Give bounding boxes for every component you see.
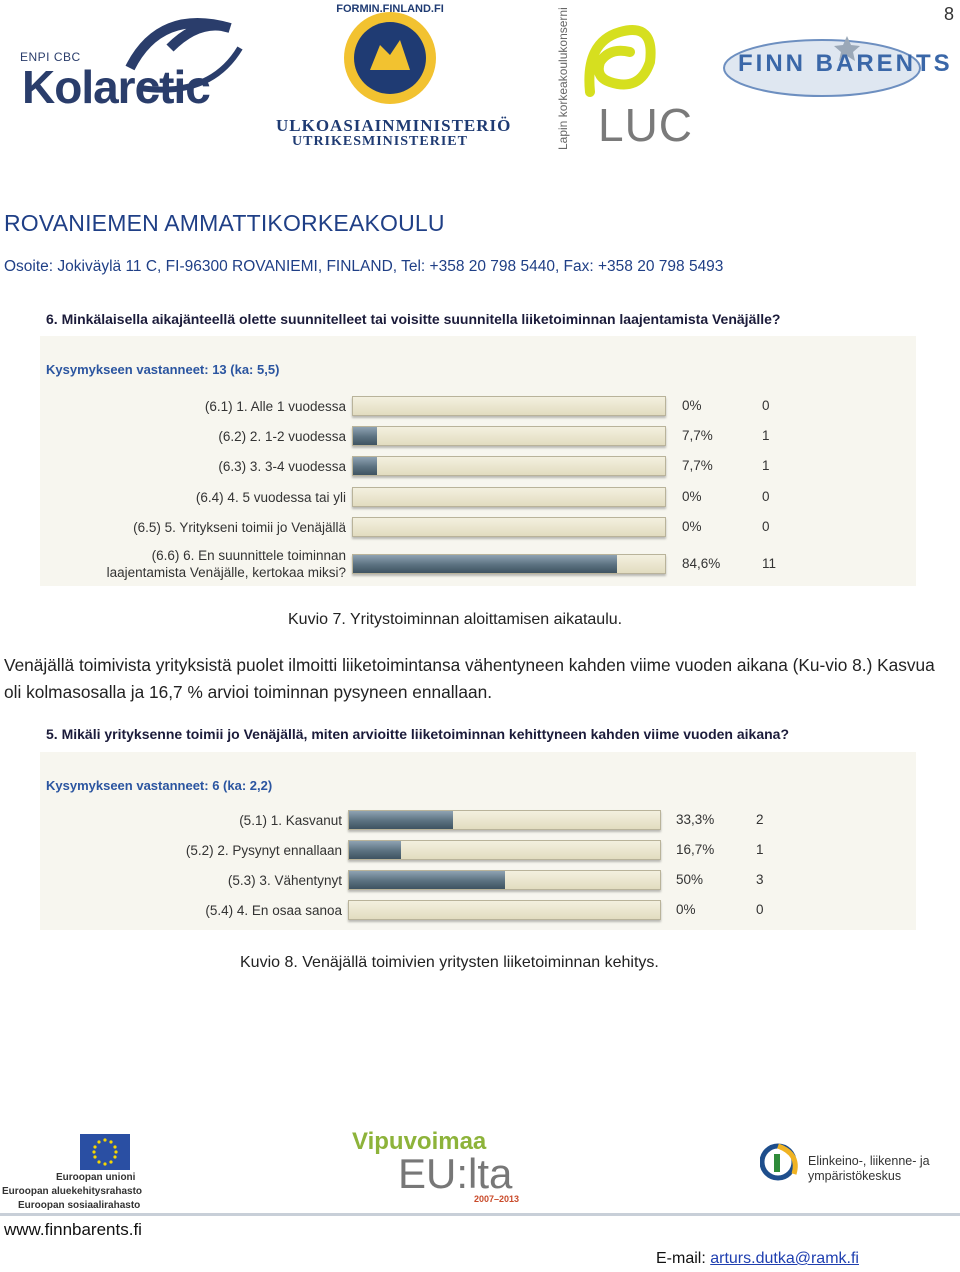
bar <box>353 555 617 573</box>
bar <box>353 427 377 445</box>
chart-title: 6. Minkälaisella aikajänteellä olette suunnitelleet tai voisitte suunnitella liiketoiminnan laajentamista Venäjälle? <box>46 311 781 327</box>
luc-vertical-text: Lapin korkeakoulukonserni <box>556 7 570 150</box>
count-label: 1 <box>762 428 770 443</box>
bar <box>349 841 401 859</box>
ely-line-2: ympäristökeskus <box>808 1169 902 1183</box>
count-label: 3 <box>756 872 764 887</box>
percent-label: 50% <box>676 872 704 887</box>
count-label: 1 <box>756 842 764 857</box>
figure-caption: Kuvio 8. Venäjällä toimivien yritysten liiketoiminnan kehitys. <box>240 954 659 971</box>
percent-label: 33,3% <box>676 812 715 827</box>
percent-label: 0% <box>676 902 696 917</box>
percent-label: 0% <box>682 519 702 534</box>
eu-line-2: Euroopan aluekehitysrahasto <box>2 1186 143 1197</box>
bar <box>353 457 377 475</box>
email-line <box>656 1250 859 1268</box>
category-label <box>218 458 346 475</box>
organization-title: ROVANIEMEN AMMATTIKORKEAKOULU <box>4 210 445 236</box>
chart-title: 5. Mikäli yrityksenne toimii jo Venäjällä, miten arvioitte liiketoiminnan kehittyneen kahden viime vuoden aikana? <box>46 726 790 742</box>
category-label-line: (6.1) 1. Alle 1 vuodessa <box>204 398 346 414</box>
category-label <box>218 428 346 445</box>
category-label <box>107 547 346 581</box>
ely-line-1: Elinkeino-, liikenne- ja <box>808 1154 930 1168</box>
bar-track <box>352 396 666 416</box>
bar-track <box>348 810 661 830</box>
eu-line-3: Euroopan sosiaalirahasto <box>18 1200 141 1211</box>
ministry-name-fi: ULKOASIAINMINISTERIÖ <box>276 116 512 135</box>
count-label: 0 <box>762 398 770 413</box>
formin-arc-text: FORMIN.FINLAND.FI <box>336 3 444 15</box>
organization-address: Osoite: Jokiväylä 11 C, FI-96300 ROVANIEMI, FINLAND, Tel: +358 20 798 5440, Fax: +358 20 798 5493 <box>4 258 724 275</box>
kolarctic-text: Kolarctic <box>22 61 210 113</box>
category-label <box>133 519 346 536</box>
vipuvoimaa-years: 2007–2013 <box>474 1194 520 1204</box>
vipuvoimaa-text: Vipuvoimaa <box>352 1128 487 1155</box>
bar-track <box>348 840 661 860</box>
percent-label: 0% <box>682 489 702 504</box>
category-label <box>205 398 346 415</box>
eu-flag-icon <box>80 1134 130 1170</box>
ely-emblem-icon <box>760 1140 802 1184</box>
page-number: 8 <box>943 4 954 24</box>
bar-track <box>352 517 666 537</box>
bar-track <box>352 426 666 446</box>
ministry-name-sv: UTRIKESMINISTERIET <box>292 134 468 149</box>
category-label-line: (5.4) 4. En osaa sanoa <box>205 902 342 918</box>
category-label-line: laajentamista Venäjälle, kertokaa miksi? <box>106 565 346 580</box>
bar-track <box>352 554 666 574</box>
category-label-line: (6.4) 4. 5 vuodessa tai yli <box>195 489 346 505</box>
category-label <box>186 842 342 859</box>
eu-stars-icon <box>80 1134 130 1170</box>
finnbarents-text: FINN BARENTS <box>738 50 953 77</box>
category-label <box>196 489 346 506</box>
percent-label: 84,6% <box>682 556 721 571</box>
percent-label: 16,7% <box>676 842 715 857</box>
luc-text: LUC <box>598 99 694 151</box>
finland-lion-crest-icon <box>330 0 450 110</box>
bar-track <box>348 870 661 890</box>
luc-leaf-icon <box>580 22 660 102</box>
website-link[interactable]: www.finnbarents.fi <box>4 1220 142 1239</box>
bar-track <box>352 487 666 507</box>
email-link[interactable]: arturs.dutka@ramk.fi <box>710 1250 859 1267</box>
footer-divider <box>0 1213 960 1216</box>
category-label <box>205 902 342 919</box>
body-paragraph: Venäjällä toimivista yrityksistä puolet ilmoitti liiketoimintansa vähentyneen kahden viime vuoden aikana (Ku-vio 8.) Kasvua oli kolmasosalla ja 16,7 % arvioi toiminnan pysyneen ennallaan. <box>4 655 935 702</box>
category-label-line: (6.3) 3. 3-4 vuodessa <box>218 458 346 474</box>
bar <box>349 811 453 829</box>
count-label: 1 <box>762 458 770 473</box>
chart-respondents: Kysymykseen vastanneet: 13 (ka: 5,5) <box>46 362 280 377</box>
category-label-line: (5.1) 1. Kasvanut <box>239 812 342 828</box>
category-label-line: (6.6) 6. En suunnittele toiminnan <box>151 548 346 563</box>
count-label: 0 <box>756 902 764 917</box>
count-label: 0 <box>762 519 770 534</box>
email-label: E-mail: <box>656 1250 706 1267</box>
chart-respondents: Kysymykseen vastanneet: 6 (ka: 2,2) <box>46 778 273 793</box>
kolarctic-small-text: ENPI CBC <box>20 50 81 64</box>
figure-caption: Kuvio 7. Yritystoiminnan aloittamisen aikataulu. <box>288 611 623 628</box>
count-label: 11 <box>762 556 777 571</box>
percent-label: 7,7% <box>682 458 713 473</box>
bar-track <box>352 456 666 476</box>
count-label: 2 <box>756 812 764 827</box>
percent-label: 7,7% <box>682 428 713 443</box>
category-label-line: (6.5) 5. Yritykseni toimii jo Venäjällä <box>133 519 346 535</box>
eu-lta-text: EU:lta <box>398 1150 513 1197</box>
category-label-line: (5.3) 3. Vähentynyt <box>227 872 342 888</box>
category-label <box>239 812 342 829</box>
bar <box>349 871 505 889</box>
category-label-line: (5.2) 2. Pysynyt ennallaan <box>185 842 342 858</box>
bar-track <box>348 900 661 920</box>
category-label-line: (6.2) 2. 1-2 vuodessa <box>218 428 346 444</box>
count-label: 0 <box>762 489 770 504</box>
percent-label: 0% <box>682 398 702 413</box>
category-label <box>228 872 342 889</box>
eu-line-1: Euroopan unioni <box>56 1172 136 1183</box>
